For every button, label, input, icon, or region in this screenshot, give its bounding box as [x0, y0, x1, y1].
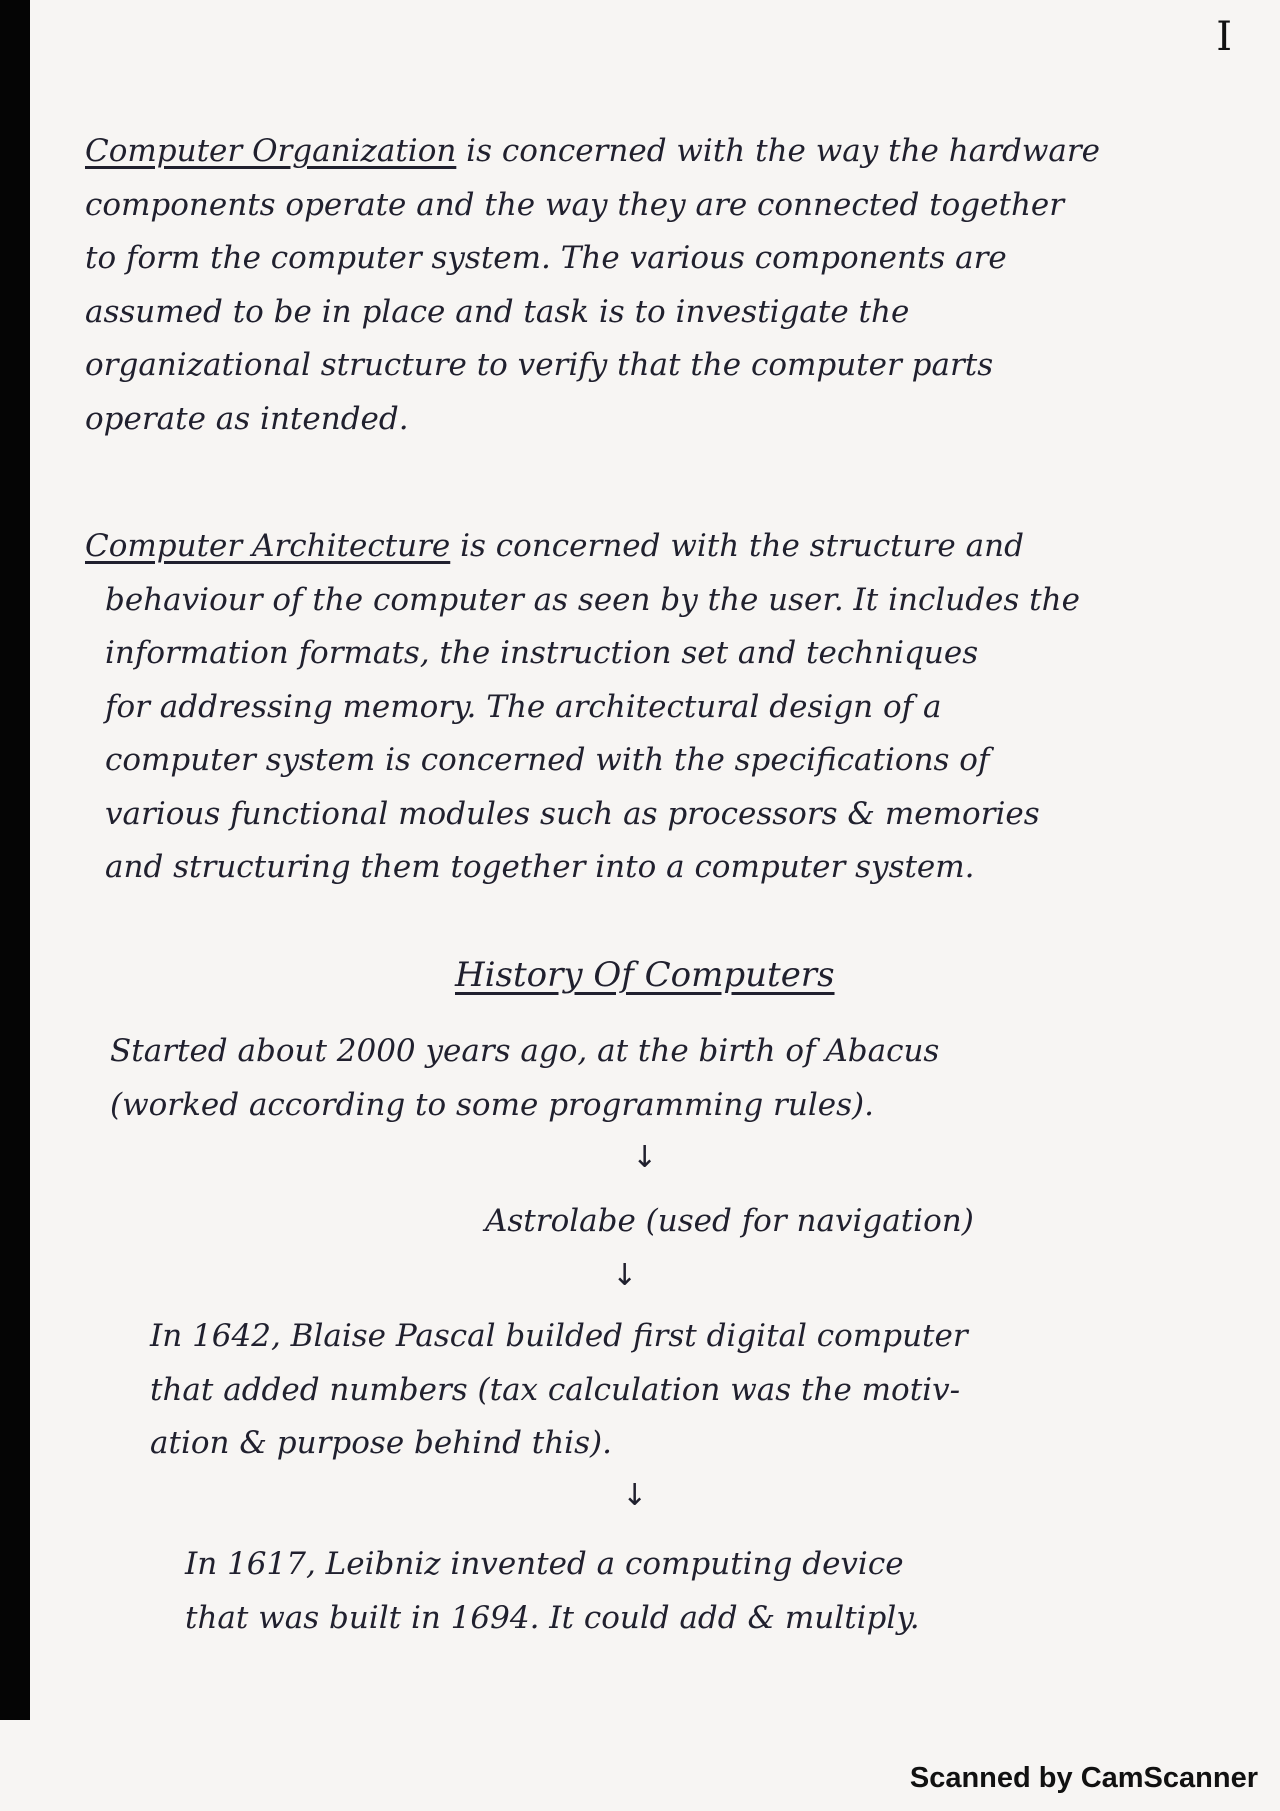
paragraph-line: assumed to be in place and task is to investigate the: [85, 293, 910, 330]
paragraph-line: Computer Organization is concerned with the way the hardware: [85, 133, 1101, 169]
paragraph-line: that added numbers (tax calculation was the motiv-: [150, 1371, 961, 1408]
history-heading: History Of Computers: [455, 955, 835, 995]
computer-architecture-paragraph: [85, 520, 1185, 895]
paragraph-line: computer system is concerned with the specifications of: [105, 742, 990, 778]
abacus-paragraph: [110, 1025, 1210, 1132]
paragraph-line: components operate and the way they are connected together: [85, 186, 1065, 223]
paragraph-line: ation & purpose behind this).: [150, 1425, 612, 1461]
paragraph-line: In 1617, Leibniz invented a computing device: [185, 1546, 904, 1582]
camscanner-footer: Scanned by CamScanner: [909, 1762, 1258, 1794]
paragraph-line: various functional modules such as processors & memories: [105, 795, 1040, 832]
page-number: I: [1216, 14, 1232, 60]
paragraph-line: In 1642, Blaise Pascal builded first digital computer: [150, 1318, 968, 1354]
paragraph-line: (worked according to some programming rules).: [110, 1086, 874, 1123]
paragraph-line: to form the computer system. The various components are: [85, 240, 1007, 276]
computer-organization-term: Computer Organization: [85, 133, 457, 169]
paragraph-line: that was built in 1694. It could add & multiply.: [185, 1599, 920, 1636]
pascal-paragraph: [150, 1310, 1250, 1471]
astrolabe-line: Astrolabe (used for navigation): [485, 1203, 974, 1239]
paragraph-line: behaviour of the computer as seen by the user. It includes the: [105, 581, 1080, 618]
down-arrow-icon: ↓: [612, 1258, 638, 1293]
computer-architecture-term: Computer Architecture: [85, 528, 451, 564]
paragraph-line: organizational structure to verify that the computer parts: [85, 347, 994, 383]
paragraph-line: for addressing memory. The architectural design of a: [105, 688, 942, 725]
paragraph-line: Started about 2000 years ago, at the birth of Abacus: [110, 1033, 940, 1069]
computer-organization-paragraph: [85, 125, 1185, 446]
paragraph-line: and structuring them together into a computer system.: [105, 849, 975, 885]
down-arrow-icon: ↓: [622, 1478, 648, 1513]
paragraph-line: Computer Architecture is concerned with the structure and: [85, 528, 1024, 564]
paragraph-line: operate as intended.: [85, 400, 409, 437]
down-arrow-icon: ↓: [632, 1140, 658, 1175]
paragraph-line: information formats, the instruction set and techniques: [105, 635, 979, 671]
leibniz-paragraph: [185, 1538, 1280, 1645]
scan-left-edge: [0, 0, 30, 1720]
